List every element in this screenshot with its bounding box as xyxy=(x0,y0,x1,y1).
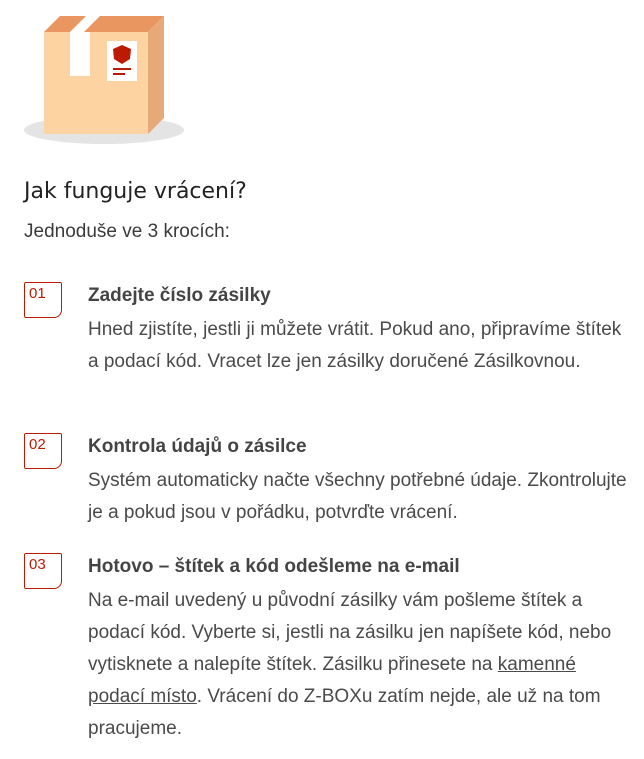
step-content xyxy=(88,282,628,378)
step-number-badge xyxy=(24,282,62,318)
step-content xyxy=(88,433,628,529)
box-side xyxy=(148,16,164,134)
label-line xyxy=(113,73,125,75)
step-number: 03 xyxy=(29,556,46,573)
step-number: 02 xyxy=(29,436,46,453)
step-description-end: . Vrácení do Z-BOXu zatím nejde, ale už na tom pracujeme. xyxy=(88,686,601,739)
step-number: 01 xyxy=(29,285,46,302)
step-description: Hned zjistíte, jestli ji můžete vrátit. Pokud ano, připravíme štítek a podací kód. Vracet lze jen zásilky doručené Zásilkovnou. xyxy=(88,319,622,372)
pickup-point-link[interactable]: kamenné podací místo xyxy=(88,654,576,707)
step-title: Zadejte číslo zásilky xyxy=(88,285,271,306)
page-title: Jak funguje vrácení? xyxy=(24,179,247,204)
step-title: Hotovo – štítek a kód odešleme na e-mail xyxy=(88,556,460,577)
step-number-badge xyxy=(24,433,62,469)
parcel-box-icon xyxy=(22,12,188,148)
label-line xyxy=(113,68,131,70)
box-top xyxy=(44,16,164,32)
step-title: Kontrola údajů o zásilce xyxy=(88,436,307,457)
step-description: Systém automaticky načte všechny potřebné údaje. Zkontrolujte je a pokud jsou v pořádku, potvrďte vrácení. xyxy=(88,470,627,523)
box-tape-front xyxy=(70,32,90,76)
page-subtitle: Jednoduše ve 3 krocích: xyxy=(24,221,230,242)
step-number-badge xyxy=(24,553,62,589)
step-description-start: Na e-mail uvedený u původní zásilky vám pošleme štítek a podací kód. Vyberte si, jestli na zásilku jen napíšete kód, nebo vytisknete a nalepíte štítek. Zásilku přinesete na xyxy=(88,590,612,675)
step-content xyxy=(88,553,628,745)
step-description xyxy=(88,585,628,745)
